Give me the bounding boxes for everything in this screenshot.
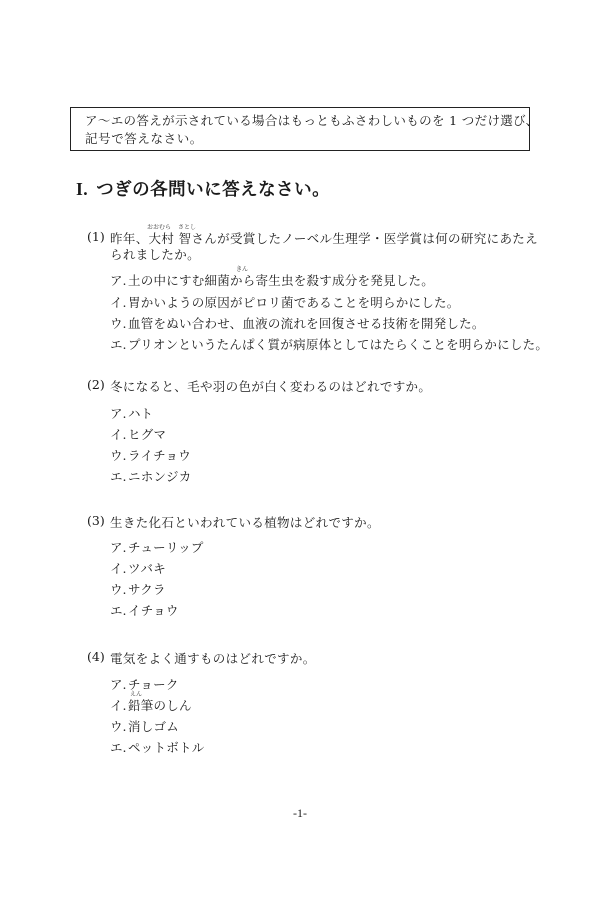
choice-text: 土の中にすむ細菌から寄生虫を殺す成分を発見した。 (128, 273, 435, 288)
choice-marker: イ. (110, 295, 127, 310)
choice-marker: ア. (110, 406, 127, 421)
choice-c (110, 717, 179, 735)
question-text: 電気をよく通すものはどれですか。 (110, 651, 316, 666)
choice-marker: ア. (110, 677, 127, 692)
ruby-omura: おおむら (147, 224, 172, 231)
choice-marker: エ. (110, 337, 127, 352)
choice-b (110, 425, 166, 443)
choice-d (110, 335, 548, 353)
question-text: 生きた化石といわれている植物はどれですか。 (110, 515, 380, 530)
choice-text: イチョウ (128, 603, 179, 618)
ruby-en: えん (130, 691, 143, 698)
instruction-box (70, 107, 539, 151)
choice-c (110, 446, 191, 464)
choice-c (110, 580, 166, 598)
choice-text: サクラ (128, 582, 166, 597)
choice-text: ニホンジカ (128, 469, 192, 484)
choice-text: 胃かいようの原因がピロリ菌であることを明らかにした。 (128, 295, 460, 310)
question-text: 昨年、大村 智さんが受賞したノーベル生理学・医学賞は何の研究にあたえ (110, 231, 538, 246)
choice-b (110, 559, 166, 577)
choice-marker: ウ. (110, 582, 127, 597)
instruction-line-2: 記号で答えなさい。 (85, 131, 203, 146)
choice-text: 鉛筆のしん (128, 698, 192, 713)
question-number: (2) (87, 377, 105, 392)
section-number: I. (76, 179, 89, 199)
page-number: -1- (293, 806, 307, 820)
section-heading (76, 176, 330, 201)
choice-marker: ウ. (110, 316, 127, 331)
question-number: (4) (87, 649, 105, 664)
choice-text: ペットボトル (128, 740, 205, 755)
choice-text: チューリップ (128, 540, 204, 555)
choice-a (110, 271, 434, 289)
choice-b (110, 696, 192, 714)
choice-marker: エ. (110, 469, 127, 484)
choice-marker: イ. (110, 427, 127, 442)
choice-marker: ア. (110, 273, 127, 288)
choice-a (110, 538, 204, 556)
choice-text: ハト (128, 406, 154, 421)
choice-marker: イ. (110, 561, 127, 576)
choice-marker: エ. (110, 603, 127, 618)
choice-c (110, 314, 485, 332)
choice-text: チョーク (128, 677, 179, 692)
choice-text: ライチョウ (128, 448, 192, 463)
choice-text: 消しゴム (128, 719, 180, 734)
choice-a (110, 404, 153, 422)
choice-text: ヒグマ (128, 427, 167, 442)
question-text-continued: られましたか。 (110, 247, 200, 262)
choice-marker: イ. (110, 698, 127, 713)
question-number: (1) (87, 229, 105, 244)
choice-d (110, 467, 191, 485)
choice-marker: ア. (110, 540, 127, 555)
choice-text: 血管をぬい合わせ、血液の流れを回復させる技術を開発した。 (128, 316, 485, 331)
choice-marker: ウ. (110, 719, 127, 734)
question-text: 冬になると、毛や羽の色が白く変わるのはどれですか。 (110, 379, 432, 394)
ruby-kin: きん (236, 266, 249, 273)
choice-text: プリオンというたんぱく質が病原体としてはたらくことを明らかにした。 (128, 337, 549, 352)
choice-marker: エ. (110, 740, 127, 755)
choice-d (110, 738, 205, 756)
question-number: (3) (87, 513, 105, 528)
choice-a (110, 675, 179, 693)
choice-b (110, 293, 460, 311)
instruction-line-1: ア〜エの答えが示されている場合はもっともふさわしいものを 1 つだけ選び、 (85, 113, 539, 128)
ruby-satoshi: さとし (178, 224, 197, 231)
choice-d (110, 601, 179, 619)
section-title: つぎの各問いに答えなさい。 (96, 180, 331, 200)
choice-marker: ウ. (110, 448, 127, 463)
choice-text: ツバキ (128, 561, 167, 576)
